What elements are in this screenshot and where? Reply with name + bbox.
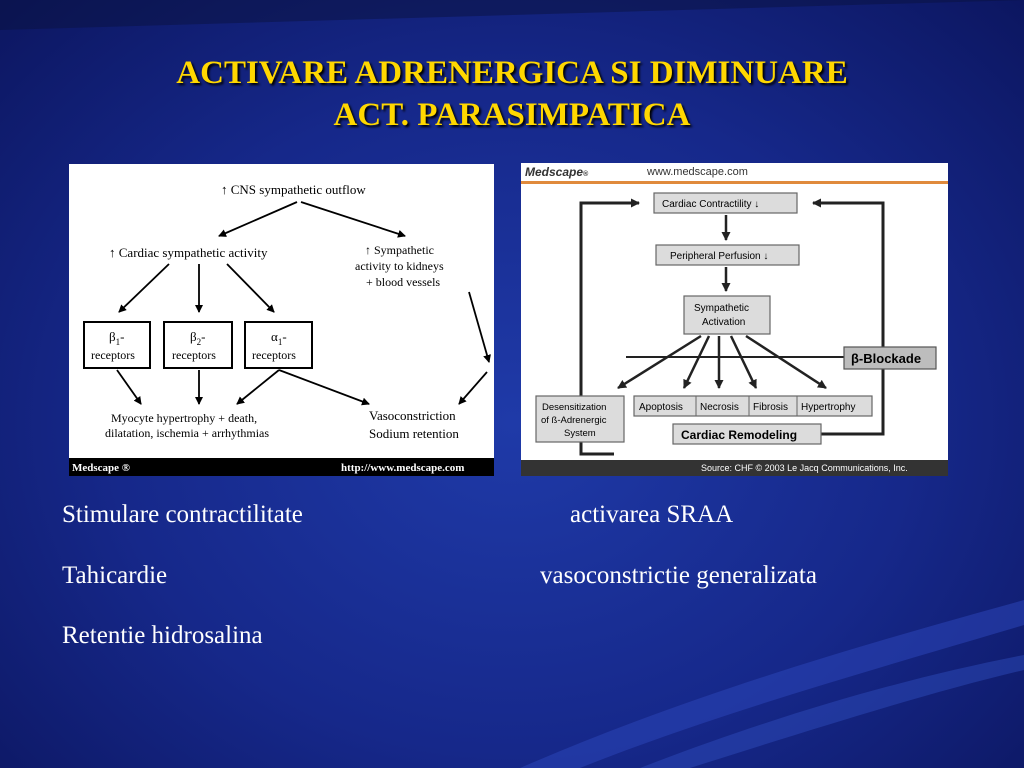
beta-blockade-label: β-Blockade — [851, 351, 922, 366]
bullet-retentie-hidrosalina: Retentie hidrosalina — [62, 622, 263, 649]
bullet-stimulare-contractilitate: Stimulare contractilitate — [62, 501, 303, 528]
vasoconstriction-label: Vasoconstriction — [369, 408, 456, 423]
hypertrophy-label: Hypertrophy — [801, 402, 856, 413]
title-line-1: ACTIVARE ADRENERGICA SI DIMINUARE — [176, 55, 848, 91]
left-footer-url: http://www.medscape.com — [341, 462, 465, 474]
sympathetic-kidneys-line-1: ↑ Sympathetic — [365, 243, 434, 257]
beta1-label: $\beta_1-$ — [109, 329, 125, 347]
right-diagram-svg — [521, 163, 948, 476]
beta2-receptors-word: receptors — [172, 348, 216, 362]
left-footer-brand: Medscape ® — [72, 462, 131, 474]
beta2-label: $\beta_2-$ — [190, 329, 206, 347]
desensitization-line-3: System — [564, 428, 596, 439]
left-diagram — [69, 164, 494, 476]
sodium-retention-label: Sodium retention — [369, 426, 459, 441]
right-diagram — [521, 163, 948, 476]
desensitization-line-2: of ß-Adrenergic — [541, 415, 607, 426]
cardiac-activity-label: ↑ Cardiac sympathetic activity — [109, 245, 268, 260]
fibrosis-label: Fibrosis — [753, 402, 789, 413]
bullet-vasoconstrictie-generalizata: vasoconstrictie generalizata — [540, 562, 817, 589]
necrosis-label: Necrosis — [700, 402, 739, 413]
title-line-2: ACT. PARASIMPATICA — [333, 97, 691, 133]
myocyte-outcome-line-1: Myocyte hypertrophy + death, — [111, 411, 258, 425]
myocyte-outcome-line-2: dilatation, ischemia + arrhythmias — [105, 426, 270, 440]
desensitization-line-1: Desensitization — [542, 402, 607, 413]
sympathetic-activation-line-1: Sympathetic — [694, 303, 750, 314]
sympathetic-activation-line-2: Activation — [702, 317, 746, 328]
bullet-tahicardie: Tahicardie — [62, 562, 168, 589]
cardiac-contractility-label: Cardiac Contractility ↓ — [662, 199, 760, 210]
right-brand: Medscape® — [525, 165, 589, 179]
beta1-receptors-word: receptors — [91, 348, 135, 362]
sympathetic-activation-box — [684, 296, 770, 334]
sympathetic-kidneys-line-2: activity to kidneys — [355, 259, 444, 273]
right-url: www.medscape.com — [647, 166, 748, 178]
slide-title — [0, 52, 1024, 136]
left-diagram-svg — [69, 164, 494, 476]
peripheral-perfusion-label: Peripheral Perfusion ↓ — [670, 251, 769, 262]
bullet-activarea-sraa: activarea SRAA — [570, 501, 734, 528]
right-source-label: Source: CHF © 2003 Le Jacq Communications, Inc. — [701, 463, 908, 473]
cardiac-remodeling-label: Cardiac Remodeling — [681, 428, 798, 442]
sympathetic-kidneys-line-3: + blood vessels — [366, 275, 441, 289]
alpha1-label: $\alpha_1-$ — [271, 329, 287, 347]
cns-label: ↑ CNS sympathetic outflow — [221, 182, 366, 197]
alpha1-receptors-word: receptors — [252, 348, 296, 362]
apoptosis-label: Apoptosis — [639, 402, 683, 413]
right-top-rule — [521, 181, 948, 184]
